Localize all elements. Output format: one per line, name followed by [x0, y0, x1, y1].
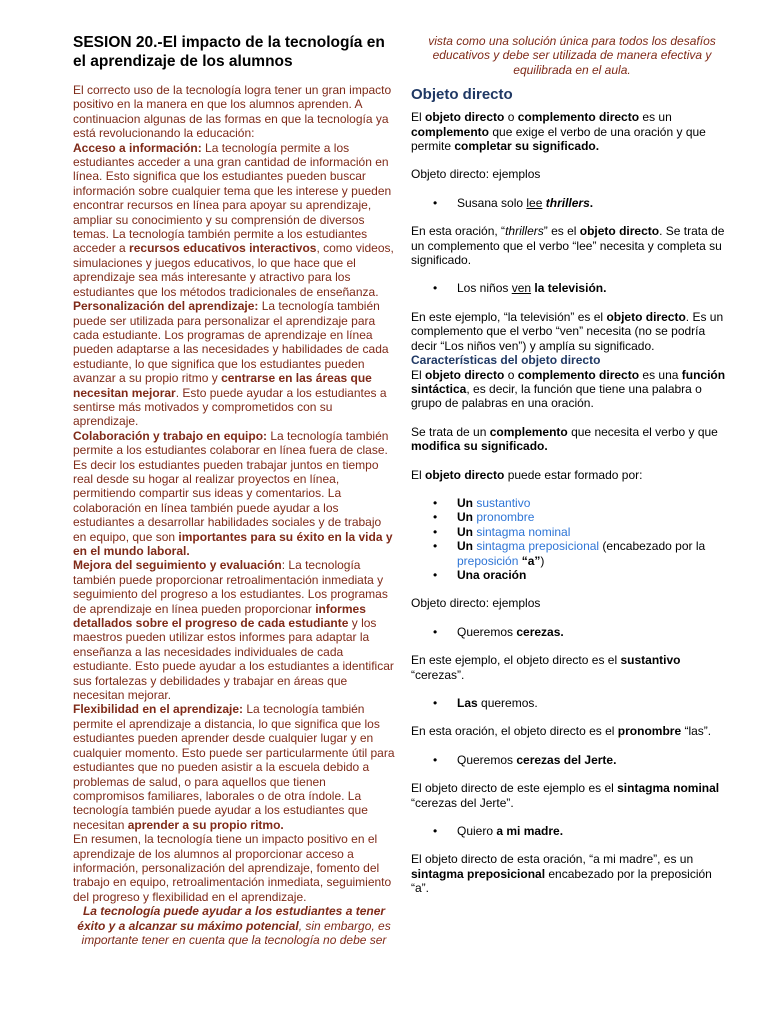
ex6-t1: Quiero [457, 824, 497, 839]
seguimiento-bold1: informes detallados sobre el progreso de cada estudiante [73, 601, 366, 631]
p8-t1: En esta oración, el objeto directo es el [411, 724, 618, 739]
p5-t2: que necesita el verbo y que [567, 424, 718, 439]
ex3-b1: cerezas [516, 624, 561, 639]
p4-t1: El [411, 367, 426, 382]
seguimiento-text1: : La tecnología también puede proporcionar retroalimentación inmediata y seguimiento del progreso a los estudiantes. Los programas de aprendizaje en línea pueden proporcionar [73, 558, 388, 616]
ex2-u1: ven [511, 281, 532, 296]
p4-t2: o [504, 367, 518, 382]
p3-b1: objeto directo [606, 309, 686, 324]
p4-b1: objeto directo [425, 367, 505, 382]
personalizacion-text1: La tecnología también puede ser utilizada para personalizar el aprendizaje para cada estudiante. Los programas de aprendizaje en línea pueden adaptarse a las necesidades y habilidades de cada estudiante, lo que significa que los estudiantes pueden avanzar a su propio ritmo y [73, 299, 389, 386]
p1-b3: complemento [411, 124, 490, 139]
p1-b1: objeto directo [425, 110, 505, 125]
p8-t2: “las”. [681, 724, 712, 739]
acceso-paragraph [73, 141, 395, 299]
example-item-4 [411, 696, 733, 710]
flexibilidad-text1: La tecnología también permite el aprendizaje a distancia, lo que significa que los estudiantes pueden aprender desde cualquier lugar y en cualquier momento. Esto puede ser particularmente útil para estudiantes que no pueden asistir a la escuela debido a problemas de salud, o para aquellos que tienen compromisos familiares, laborales o de otra índole. La tecnología también puede ayudar a los estudiantes que necesitan [73, 702, 395, 832]
p4-t3: es una [639, 367, 682, 382]
ex3-t2: . [560, 624, 564, 639]
ex4-t1: queremos. [477, 696, 538, 710]
example-item-3 [411, 625, 733, 639]
colaboracion-bold1: importantes para su éxito en la vida y en el mundo laboral. [73, 529, 393, 558]
p1-b2: complemento directo [517, 110, 640, 125]
ex2-t1: Los niños [457, 281, 512, 296]
p4-b3: función sintáctica [411, 367, 726, 396]
ex2-b1: la televisión. [534, 281, 607, 296]
p6-t1: El [411, 467, 426, 482]
ex4-b1: Las [457, 696, 478, 710]
p9-t2: “cerezas del Jerte”. [411, 795, 514, 810]
subheading-caracteristicas: Características del objeto directo [411, 353, 601, 368]
explanation-paragraph-5 [411, 781, 733, 810]
seguimiento-label: Mejora del seguimiento y evaluación [73, 558, 282, 573]
p7-t1: En este ejemplo, el objeto directo es el [411, 653, 621, 668]
example-item-1 [411, 196, 733, 210]
acceso-label: Acceso a información: [73, 140, 202, 155]
complemento-paragraph [411, 425, 733, 454]
personalizacion-paragraph [73, 299, 395, 429]
p1-t3: es un [639, 110, 672, 125]
explanation-paragraph-1 [411, 224, 733, 267]
ex1-t3: . [589, 195, 594, 210]
p9-t1: El objeto directo de este ejemplo es el [411, 781, 618, 796]
acceso-bold1: recursos educativos interactivos [129, 241, 317, 256]
example-item-2 [411, 281, 733, 295]
p7-b1: sustantivo [620, 653, 681, 668]
example-item-6 [411, 824, 733, 838]
p1-b4: completar su significado. [454, 139, 600, 154]
explanation-paragraph-4 [411, 724, 733, 738]
ex5-t1: Queremos [457, 752, 517, 767]
p2-t3: . Se trata de un complemento que el verbo “lee” necesita y completa su significado. [411, 224, 725, 268]
p6-b1: objeto directo [425, 467, 505, 482]
colaboracion-paragraph [73, 429, 395, 559]
p9-b1: sintagma nominal [617, 781, 720, 796]
p8-b1: pronombre [617, 724, 682, 739]
explanation-paragraph-6 [411, 852, 733, 895]
p3-t1: En este ejemplo, “la televisión” es el [411, 309, 607, 324]
right-column [411, 34, 733, 896]
ex1-bi1: thrillers [545, 195, 590, 210]
explanation-paragraph-2 [411, 310, 733, 353]
list-item [411, 510, 733, 524]
list-a: “a” [518, 553, 541, 568]
list-close: ) [540, 553, 545, 568]
example-item-5 [411, 753, 733, 767]
quote-rest: , sin embargo, es importante tener en cuenta que la tecnología no debe ser [81, 918, 391, 947]
list-oracion: Una oración [457, 567, 527, 582]
p2-t2: ” es el [543, 224, 580, 239]
section-heading-objeto-directo: Objeto directo [411, 86, 513, 104]
quote-paragraph [73, 904, 395, 947]
formado-paragraph [411, 468, 733, 482]
acceso-text1: La tecnología permite a los estudiantes acceder a una gran cantidad de información en línea. Esto significa que los estudiantes pueden buscar información sobre cualquier tema que les interese y pueden encontrar recursos en línea para apoyar su aprendizaje, ampliar su conocimiento y su comprensión de diversos temas. La tecnología también permite a los estudiantes acceder a [73, 140, 392, 256]
p1-t2: o [504, 110, 518, 125]
list-un: Un [457, 510, 473, 525]
list-item [411, 496, 733, 510]
left-column [73, 34, 395, 947]
colaboracion-text1: La tecnología también permite a los estudiantes colaborar en línea fuera de clase. Es decir los estudiantes pueden trabajar juntos en tiempo real desde su hogar al realizar proyectos en línea, permitiendo compartir sus ideas y comentarios. La colaboración en línea también puede ayudar a los estudiantes a desarrollar habilidades sociales y de trabajo en equipo, que son [73, 428, 389, 544]
p10-t1: El objeto directo de esta oración, “a mi madre”, es un [411, 852, 694, 867]
link-sintagma-nominal[interactable]: sintagma nominal [476, 524, 571, 539]
p6-t2: puede estar formado por: [504, 467, 643, 482]
flexibilidad-paragraph [73, 702, 395, 832]
ex6-b1: a mi madre [496, 824, 560, 839]
seguimiento-text2: y los maestros pueden utilizar estos informes para adaptar la enseñanza a las necesidades individuales de cada estudiante. Esto puede ayudar a los estudiantes a identificar sus fortalezas y debilidades y trabajar en áreas que necesitan mejorar. [73, 616, 394, 703]
p1-t4: que exige el verbo de una oración y que permite [411, 124, 706, 154]
personalizacion-label: Personalización del aprendizaje: [73, 299, 259, 314]
p5-b1: complemento [489, 424, 568, 439]
quote-bold: La tecnología puede ayudar a los estudiantes a tener éxito y a alcanzar su máximo potencial [77, 904, 386, 933]
ex3-t1: Queremos [457, 624, 517, 639]
p5-t1: Se trata de un [411, 424, 490, 439]
definition-paragraph [411, 110, 733, 153]
personalizacion-bold1: centrarse en las áreas que necesitan mejorar [73, 371, 372, 400]
p2-b1: objeto directo [579, 224, 660, 239]
link-preposicion[interactable]: preposición [457, 553, 519, 568]
list-encabezado: (encabezado por la [599, 539, 706, 554]
link-sustantivo[interactable]: sustantivo [476, 495, 531, 510]
link-pronombre[interactable]: pronombre [476, 510, 535, 525]
ex5-t2: . [613, 752, 617, 767]
flexibilidad-bold1: aprender a su propio ritmo. [127, 817, 284, 832]
seguimiento-paragraph [73, 558, 395, 702]
p2-t1: En esta oración, “ [411, 224, 506, 239]
resumen-paragraph: En resumen, la tecnología tiene un impacto positivo en el aprendizaje de los alumnos al proporcionar acceso a información, personalización del aprendizaje, fomento del trabajo en equipo, retroalimentación inmediata, seguimiento del progreso y flexibilidad en el aprendizaje. [73, 832, 392, 904]
explanation-paragraph-3 [411, 653, 733, 682]
acceso-text2: , como videos, simulaciones y juegos educativos, lo que hace que el aprendizaje sea más interesante y atractivo para los estudiantes que los métodos tradicionales de enseñanza. [73, 241, 394, 299]
list-un: Un [457, 495, 473, 510]
p2-i1: thrillers [505, 224, 544, 239]
p4-b2: complemento directo [517, 367, 640, 382]
list-item [411, 568, 733, 582]
list-un: Un [457, 524, 473, 539]
page-title: SESION 20.-El impacto de la tecnología en el aprendizaje de los alumnos [73, 34, 385, 70]
p10-b1: sintagma preposicional [411, 866, 546, 881]
p5-b2: modifica su significado. [411, 439, 548, 454]
p4-t4: , es decir, la función que tiene una palabra o grupo de palabras en una oración. [411, 381, 702, 411]
list-item [411, 525, 733, 539]
p1-t1: El [411, 110, 426, 125]
ex6-t2: . [559, 824, 564, 839]
ex1-u1: lee [526, 195, 543, 210]
formation-list [411, 496, 733, 582]
flexibilidad-label: Flexibilidad en el aprendizaje: [73, 702, 244, 717]
intro-paragraph: El correcto uso de la tecnología logra tener un gran impacto positivo en la manera en que los alumnos aprenden. A continuacion algunas de las formas en que la tecnología ya está revolucionando la educación: [73, 83, 392, 141]
caracteristicas-paragraph [411, 368, 733, 411]
ex1-t1: Susana solo [457, 195, 527, 210]
list-un: Un [457, 539, 473, 554]
personalizacion-text2: . Esto puede ayudar a los estudiantes a sentirse más motivados y comprometidos con su aprendizaje. [73, 385, 387, 429]
p3-t2: . Es un complemento que el verbo “ven” necesita (no se podría decir “Los niños ven”) y amplía su significado. [411, 309, 724, 353]
quote-continuation: vista como una solución única para todos los desafíos educativos y debe ser utilizada de manera efectiva y equilibrada en el aula. [428, 34, 716, 77]
p7-t2: “cerezas”. [411, 667, 465, 682]
link-sintagma-preposicional[interactable]: sintagma preposicional [476, 539, 600, 554]
ex5-b1: cerezas del Jerte [516, 752, 614, 767]
ejemplos-label-1: Objeto directo: ejemplos [411, 167, 541, 182]
ejemplos-label-2: Objeto directo: ejemplos [411, 596, 541, 611]
colaboracion-label: Colaboración y trabajo en equipo: [73, 428, 268, 443]
p10-t2: encabezado por la preposición “a”. [411, 866, 712, 896]
list-item [411, 539, 733, 568]
